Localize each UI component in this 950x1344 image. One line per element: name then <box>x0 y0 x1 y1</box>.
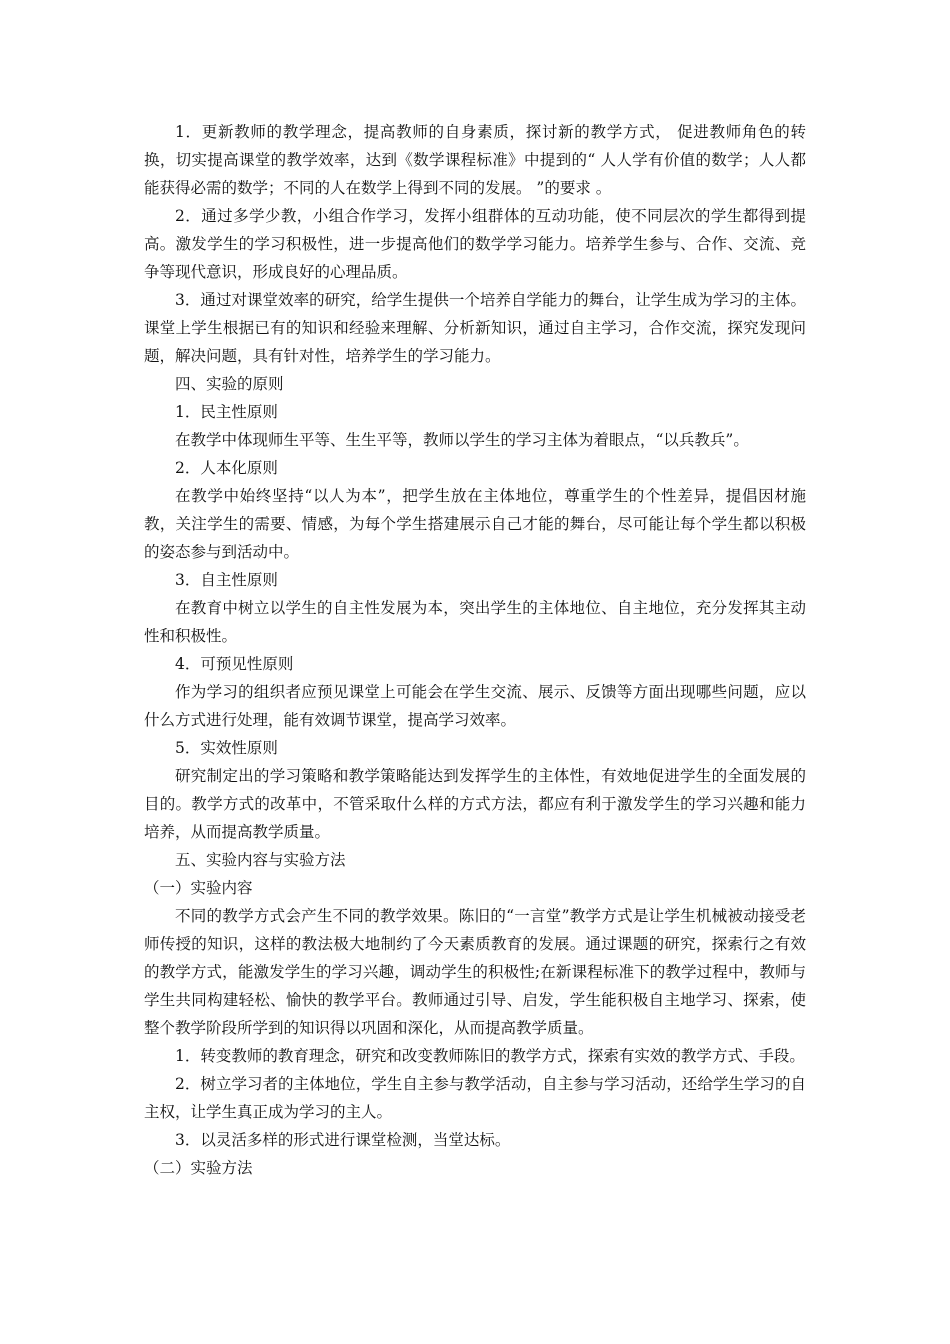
principle-text-effectiveness: 研究制定出的学习策略和教学策略能达到发挥学生的主体性，有效地促进学生的全面发展的目的。教学方式的改革中，不管采取什么样的方式方法，都应有利于激发学生的学习兴趣和能力培养，从而提高教学质量。 <box>144 767 806 841</box>
principle-heading-effectiveness: 5．实效性原则 <box>175 739 278 757</box>
paragraph-content-intro: 不同的教学方式会产生不同的教学效果。陈旧的“一言堂”教学方式是让学生机械被动接受老师传授的知识，这样的教法极大地制约了今天素质教育的发展。通过课题的研究，探索行之有效的教学方式，能激发学生的学习兴趣，调动学生的积极性;在新课程标准下的教学过程中，教师与学生共同构建轻松、愉快的教学平台。教师通过引导、启发，学生能积极自主地学习、探索，使整个教学阶段所学到的知识得以巩固和深化，从而提高教学质量。 <box>144 907 806 1037</box>
principle-text-humanistic: 在教学中始终坚持“以人为本”，把学生放在主体地位，尊重学生的个性差异，提倡因材施教，关注学生的需要、情感，为每个学生搭建展示自己才能的舞台，尽可能让每个学生都以积极的姿态参与到活动中。 <box>144 487 806 561</box>
subsection-heading-content: （一）实验内容 <box>144 879 253 897</box>
section-heading-content-methods: 五、实验内容与实验方法 <box>175 851 346 869</box>
paragraph-content-1: 1．转变教师的教育理念，研究和改变教师陈旧的教学方式，探索有实效的教学方式、手段。 <box>175 1047 805 1065</box>
principle-text-autonomy: 在教育中树立以学生的自主性发展为本，突出学生的主体地位、自主地位，充分发挥其主动性和积极性。 <box>144 599 806 645</box>
document-body <box>144 118 806 1182</box>
principle-text-democratic: 在教学中体现师生平等、生生平等，教师以学生的学习主体为着眼点，“以兵教兵”。 <box>175 431 749 449</box>
paragraph-content-3: 3．以灵活多样的形式进行课堂检测，当堂达标。 <box>175 1131 511 1149</box>
principle-heading-predictability: 4．可预见性原则 <box>175 655 294 673</box>
paragraph-goal-3: 3．通过对课堂效率的研究，给学生提供一个培养自学能力的舞台，让学生成为学习的主体。课堂上学生根据已有的知识和经验来理解、分析新知识，通过自主学习，合作交流，探究发现问题，解决问题，具有针对性，培养学生的学习能力。 <box>144 291 806 365</box>
principle-text-predictability: 作为学习的组织者应预见课堂上可能会在学生交流、展示、反馈等方面出现哪些问题，应以什么方式进行处理，能有效调节课堂，提高学习效率。 <box>144 683 806 729</box>
principle-heading-humanistic: 2．人本化原则 <box>175 459 278 477</box>
principle-heading-democratic: 1．民主性原则 <box>175 403 278 421</box>
section-heading-principles: 四、实验的原则 <box>175 375 284 393</box>
paragraph-content-2: 2．树立学习者的主体地位，学生自主参与教学活动，自主参与学习活动，还给学生学习的自主权，让学生真正成为学习的主人。 <box>144 1075 806 1121</box>
paragraph-goal-2: 2．通过多学少教，小组合作学习，发挥小组群体的互动功能，使不同层次的学生都得到提高。激发学生的学习积极性，进一步提高他们的数学学习能力。培养学生参与、合作、交流、竞争等现代意识，形成良好的心理品质。 <box>144 207 806 281</box>
subsection-heading-methods: （二）实验方法 <box>144 1159 253 1177</box>
principle-heading-autonomy: 3．自主性原则 <box>175 571 278 589</box>
paragraph-goal-1: 1．更新教师的教学理念，提高教师的自身素质，探讨新的教学方式， 促进教师角色的转换，切实提高课堂的教学效率，达到《数学课程标准》中提到的“ 人人学有价值的数学；人人都能获得必需的数学；不同的人在数学上得到不同的发展。 ”的要求 。 <box>144 123 806 197</box>
